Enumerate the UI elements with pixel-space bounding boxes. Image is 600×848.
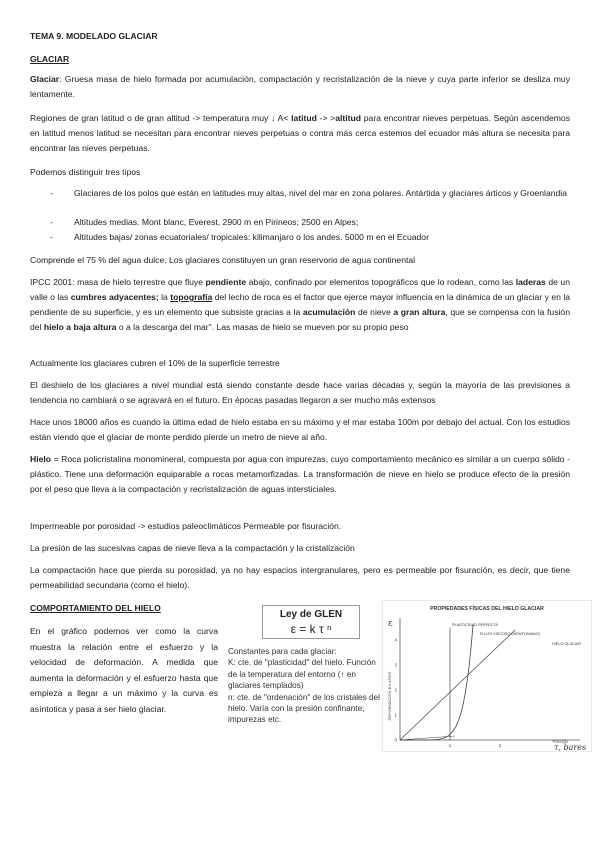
bold-a-gran-altura: a gran altura xyxy=(393,307,446,317)
chart-y-tick-label: 4 xyxy=(394,637,397,643)
bold-latitud: latitud xyxy=(291,113,317,123)
glen-law-box xyxy=(262,605,360,639)
bold-acumulacion: acumulación xyxy=(302,307,356,317)
chart-series-label: HIELO GLACIAR xyxy=(552,642,582,646)
chart-x-tick-label: 2 xyxy=(498,743,502,748)
paragraph-presion: La presión de las sucesivas capas de nieve lleva a la compactación y la cristalización xyxy=(30,543,355,553)
section-heading-glaciar: GLACIAR xyxy=(30,54,70,64)
chart-y-symbol: ε xyxy=(388,619,393,629)
paragraph-superficie: Actualmente los glaciares cubren el 10% de la superficie terrestre xyxy=(30,358,280,368)
constant-k: K: cte. de "plasticidad" del hielo. Función de la temperatura del entorno (↑ en glaciares templados) xyxy=(228,658,376,691)
chart-x-label-small: TENSIÓN xyxy=(552,740,568,744)
page-title: TEMA 9. MODELADO GLACIAR xyxy=(30,31,158,41)
glaciar-definition-text: : Gruesa masa de hielo formada por acumulación, compactación y recristalización de la nieve y cuya parte inferior se desliza muy lentamente. xyxy=(30,74,570,99)
text-fragment: de un valle o las xyxy=(30,277,570,302)
chart-x-tick-label: 1 xyxy=(448,743,452,748)
bold-cumbres: cumbres adyacentes; xyxy=(70,292,159,302)
constant-n: n: cte. de "ordenación" de los cristales del hielo. Varía con la presión confinante; impurezas etc. xyxy=(228,692,380,725)
chart-x-label: τ, bares xyxy=(554,743,587,752)
text-fragment: , que se compensa con la fusión del xyxy=(30,307,570,332)
down-arrow-icon: ↓ xyxy=(271,113,276,123)
text-fragment: Regiones de gran latitud o de gran altitud -> temperatura muy xyxy=(30,113,272,123)
text-fragment: IPCC 2001: masa de hielo terrestre que fluye xyxy=(30,277,206,287)
paragraph-latitude-altitude xyxy=(30,111,570,156)
paragraph-compactacion: La compactación hace que pierda su porosidad, ya no hay espacios intergranulares, pero es permeable por fisuración, es decir, que tiene permeabilidad secundaria (como el hielo). xyxy=(30,565,570,590)
text-fragment: -> > xyxy=(316,113,336,123)
glen-constants xyxy=(228,646,386,726)
glen-law-title: Ley de GLEN xyxy=(279,609,343,620)
paragraph-agua-dulce: Comprende el 75 % del agua dulce. Los glaciares constituyen un gran reservorio de agua continental xyxy=(30,255,416,265)
paragraph-impermeable: Impermeable por porosidad -> estudios paleoclimáticos Permeable por fisuración. xyxy=(30,521,342,531)
term-hielo: Hielo xyxy=(30,454,52,464)
text-fragment: del lecho de roca es el factor que ejerce mayor influencia en la dinámica de un glaciar y en la pendiente de su superficie, y es un elemento que subsiste gracias a la xyxy=(30,292,571,317)
chart-title: PROPIEDADES FÍSICAS DEL HIELO GLACIAR xyxy=(430,606,544,612)
bold-pendiente: pendiente xyxy=(205,277,247,287)
chart-y-tick-label: 1 xyxy=(394,712,397,718)
paragraph-edad-hielo: Hace unos 18000 años es cuando la última edad de hielo estaba en su máximo y el mar estaba 100m por debajo del actual. Con los estudios están viendo que el glaciar de monte perdido pierde un metro de nieve al año. xyxy=(30,417,570,442)
bold-laderas: laderas xyxy=(515,277,546,287)
bullet-item-3: Altitudes bajas/ zonas ecuatoriales/ tropicales: kilimanjaro o los andes. 5000 m en el Ecuador xyxy=(74,232,429,242)
bold-topografia: topografía xyxy=(170,292,213,302)
chart-y-tick-label: 3 xyxy=(394,662,397,668)
hielo-definition-text: = Roca policristalina monomineral, compuesta por agua con impurezas, cuyo comportamiento mecánico es similar a un cuerpo sólido - plástico. Tiene una deformación equiparable a rocas metamorfizadas. La transformación de nieve en hielo se produce efecto de la presión por el peso que lleva a la compactación y recristalización de aguas intersticiales. xyxy=(30,454,570,494)
text-fragment: A< xyxy=(275,113,292,123)
text-fragment: de nieve xyxy=(355,307,394,317)
glen-law-equation: ε = k τ ⁿ xyxy=(290,622,332,636)
paragraph-ipcc xyxy=(30,275,570,335)
bold-altitud: altitud xyxy=(335,113,362,123)
paragraph-glaciar-definition xyxy=(30,72,570,102)
term-glaciar: Glaciar xyxy=(30,74,60,84)
chart-series-label: FLUJO VISCOSO (NEWTONIANO) xyxy=(480,632,541,636)
bullet-dash: - xyxy=(50,232,53,242)
chart-y-label: DEFORMACIÓN EN AÑOS xyxy=(387,671,392,721)
chart-series-label: PLASTICIDAD PERFECTA xyxy=(452,623,498,627)
bullet-dash: - xyxy=(50,188,53,198)
text-fragment: para encontrar nieves perpetuas. Según ascendemos en latitud menos latitud se necesitan para encontrar nieves perpetuas o contra más cerca estemos del ecuador más altura se necesita para encontrar las nieves perpetuas. xyxy=(30,113,570,153)
bullet-dash: - xyxy=(50,217,53,227)
paragraph-hielo-definition xyxy=(30,452,570,497)
text-fragment: o a la descarga del mar". Las masas de hielo se mueven por su propio peso xyxy=(116,322,409,332)
chart-y-tick-label: 2 xyxy=(394,687,397,693)
ice-properties-chart xyxy=(382,600,592,752)
paragraph-three-types: Podemos distinguir tres tipos xyxy=(30,167,141,177)
paragraph-comportamiento: En el gráfico podemos ver como la curva muestra la relación entre el esfuerzo y la velocidad de deformación. A medida que aumenta la deformación y el esfuerzo hasta que empieza a llegar a un máximo y la curva es asíntotica y pasa a ser hielo glaciar. xyxy=(30,626,218,714)
text-fragment: la xyxy=(158,292,171,302)
bullet-item-1: Glaciares de los polos que están en latitudes muy altas, nivel del mar en zona polares. Antártida y glaciares árticos y Groenlandia xyxy=(74,188,567,198)
constants-title: Constantes para cada glaciar: xyxy=(228,647,337,656)
section-heading-comportamiento: COMPORTAMIENTO DEL HIELO xyxy=(30,603,161,613)
bold-hielo-baja-altura: hielo a baja altura xyxy=(43,322,117,332)
text-fragment: abajo, confinado por elementos topográficos que lo rodean, como las xyxy=(246,277,516,287)
bullet-item-2: Altitudes medias. Mont blanc, Everest, 2900 m en Pirineos; 2500 en Alpes; xyxy=(74,217,359,227)
chart-y-tick-label: 0 xyxy=(394,737,397,743)
paragraph-deshielo: El deshielo de los glaciares a nivel mundial está siendo constante desde hace varias décadas y, según la mayoría de las previsiones a tendencia no cambiará o se agravará en el futuro. En épocas pasadas llegaron a ser mucho más extensos xyxy=(30,380,570,405)
